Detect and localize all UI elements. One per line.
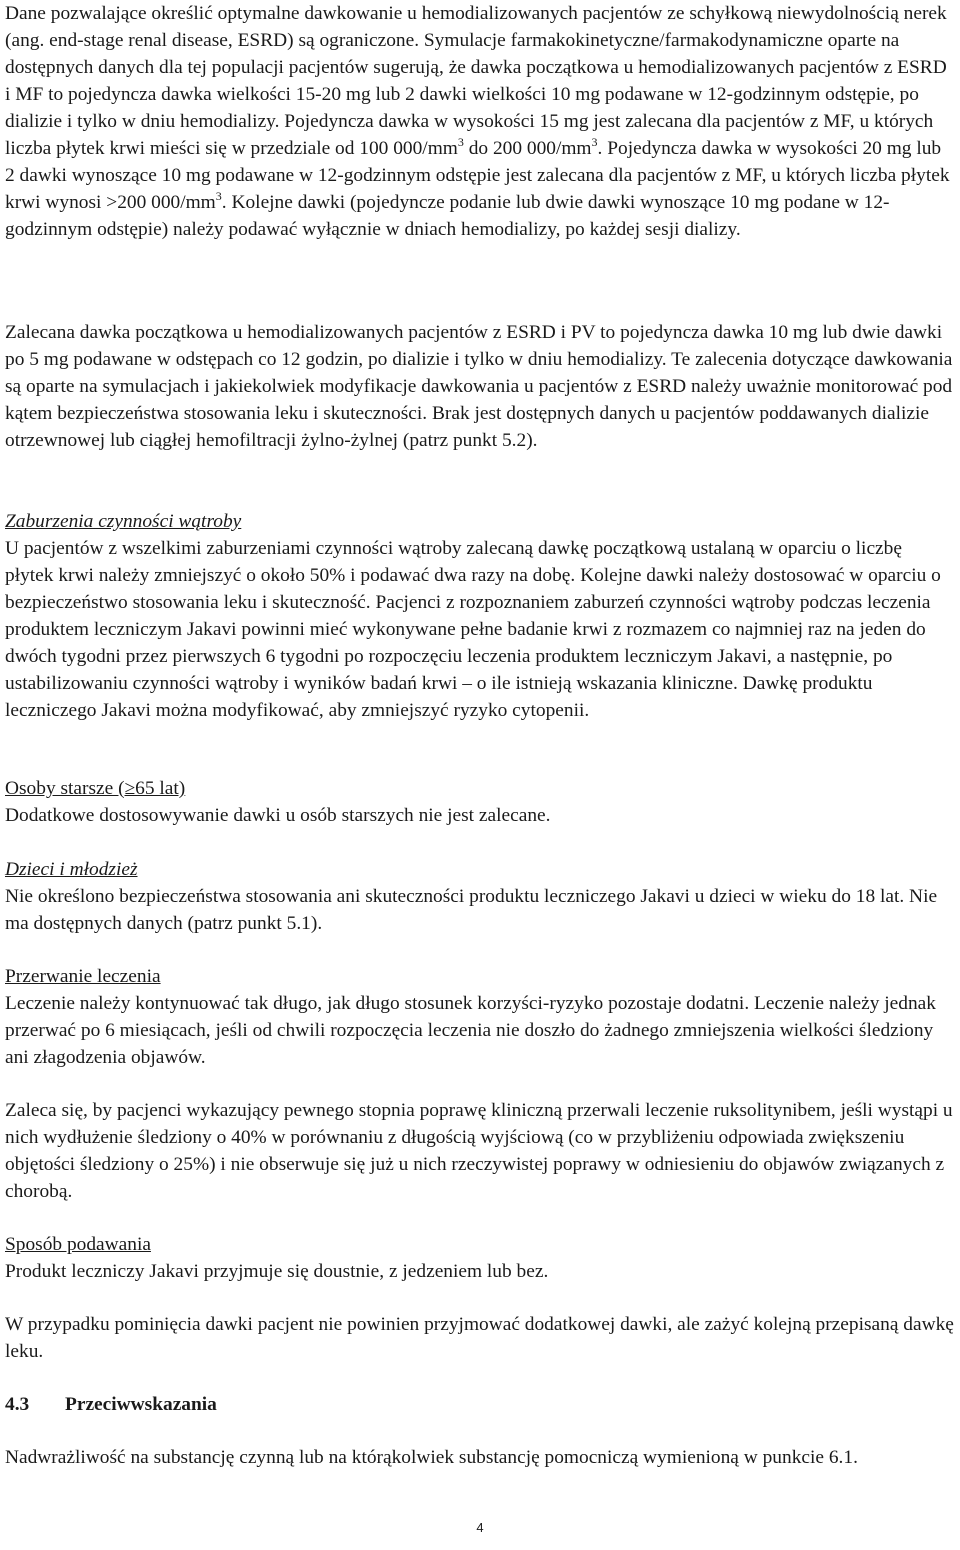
superscript: 3 <box>457 134 464 149</box>
section-number: 4.3 <box>5 1394 30 1415</box>
heading-children: Dzieci i młodzież <box>5 859 138 880</box>
heading-discontinuation: Przerwanie leczenia <box>5 966 161 987</box>
heading-liver-impairment: Zaburzenia czynności wątroby <box>5 511 242 532</box>
superscript: 3 <box>591 134 598 149</box>
section-title: Przeciwwskazania <box>65 1394 217 1415</box>
heading-administration: Sposób podawania <box>5 1234 151 1255</box>
paragraph-discontinuation: Leczenie należy kontynuować tak długo, jak długo stosunek korzyści-ryzyko pozostaje dodatni. Leczenie należy jednak przerwać po 6 miesiącach, jeśli od chwili rozpoczęcia leczenia nie doszło do żadnego zmniejszenia wielkości śledziony ani złagodzenia objawów. <box>5 993 936 1068</box>
page-number: 4 <box>476 1520 484 1535</box>
paragraph-elderly: Dodatkowe dostosowywanie dawki u osób starszych nie jest zalecane. <box>5 805 551 826</box>
superscript: 3 <box>215 188 222 203</box>
paragraph-liver-impairment: U pacjentów z wszelkimi zaburzeniami czynności wątroby zalecaną dawkę początkową ustalaną w oparciu o liczbę płytek krwi należy zmniejszyć o około 50% i podawać dwa razy na dobę. Kolejne dawki należy dostosować w oparciu o bezpieczeństwo stosowania leku i skuteczność. Pacjenci z rozpoznaniem zaburzeń czynności wątroby podczas leczenia produktem leczniczym Jakavi powinni mieć wykonywane pełne badanie krwi z rozmazem co najmniej raz na jeden do dwóch tygodni przez pierwszych 6 tygodni po rozpoczęciu leczenia produktem leczniczym Jakavi, a następnie, po ustabilizowaniu czynności wątroby i wyników badań krwi – o ile istnieją wskazania kliniczne. Dawkę produktu leczniczego Jakavi można modyfikować, aby zmniejszyć ryzyko cytopenii. <box>5 538 941 721</box>
paragraph-missed-dose: W przypadku pominięcia dawki pacjent nie powinien przyjmować dodatkowej dawki, ale zażyć kolejną przepisaną dawkę leku. <box>5 1314 954 1362</box>
heading-elderly: Osoby starsze (≥65 lat) <box>5 778 186 799</box>
paragraph-children: Nie określono bezpieczeństwa stosowania ani skuteczności produktu leczniczego Jakavi u dzieci w wieku do 18 lat. Nie ma dostępnych danych (patrz punkt 5.1). <box>5 886 938 934</box>
paragraph-esrd-mf: Dane pozwalające określić optymalne dawkowanie u hemodializowanych pacjentów ze schyłkową niewydolnością nerek (ang. end-stage renal disease, ESRD) są ograniczone. Symulacje farmakokinetyczne/farmakodynamiczne oparte na dostępnych danych dla tej populacji pacjentów sugerują, że dawka początkowa u hemodializowanych pacjentów z ESRD i MF to pojedyncza dawka wielkości 15-20 mg lub 2 dawki wielkości 10 mg podawane w 12-godzinnym odstępie, po dializie i tylko w dniu hemodializy. Pojedyncza dawka w wysokości 15 mg jest zalecana dla pacjentów z MF, u których liczba płytek krwi mieści się w przedziale od 100 $000/mm^3$ do 200 $000/mm^3$. Pojedyncza dawka w wysokości 20 mg lub 2 dawki wynoszące 10 mg podawane w 12-godzinnym odstępie jest zalecana dla pacjentów z MF, u których liczba płytek krwi wynosi >200 $000/mm^3$. Kolejne dawki (pojedyncze podanie lub dwie dawki wynoszące 10 mg podane w 12-godzinnym odstępie) należy podawać wyłącznie w dniach hemodializy, po każdej sesji dializy. <box>5 3 950 240</box>
paragraph-esrd-pv: Zalecana dawka początkowa u hemodializowanych pacjentów z ESRD i PV to pojedyncza dawka 10 mg lub dwie dawki po 5 mg podawane w odstępach co 12 godzin, po dializie i tylko w dniu hemodializy. Te zalecenia dotyczące dawkowania są oparte na symulacjach i jakiekolwiek modyfikacje dawkowania u pacjentów z ESRD należy uważnie monitorować pod kątem bezpieczeństwa stosowania leku i skuteczności. Brak jest dostępnych danych u pacjentów poddawanych dializie otrzewnowej lub ciągłej hemofiltracji żylno-żylnej (patrz punkt 5.2). <box>5 322 953 451</box>
paragraph-administration: Produkt leczniczy Jakavi przyjmuje się doustnie, z jedzeniem lub bez. <box>5 1261 549 1282</box>
paragraph-contraindications: Nadwrażliwość na substancję czynną lub na którąkolwiek substancję pomocniczą wymienioną w punkcie 6.1. <box>5 1447 858 1468</box>
section-heading-contraindications <box>5 1391 217 1418</box>
paragraph-discontinuation-2: Zaleca się, by pacjenci wykazujący pewnego stopnia poprawę kliniczną przerwali leczenie ruksolitynibem, jeśli wystąpi u nich wydłużenie śledziony o 40% w porównaniu z długością wyjściową (co w przybliżeniu odpowiada zwiększeniu objętości śledziony o 25%) i nie obserwuje się już u nich rzeczywistej poprawy w odniesieniu do objawów związanych z chorobą. <box>5 1100 953 1202</box>
